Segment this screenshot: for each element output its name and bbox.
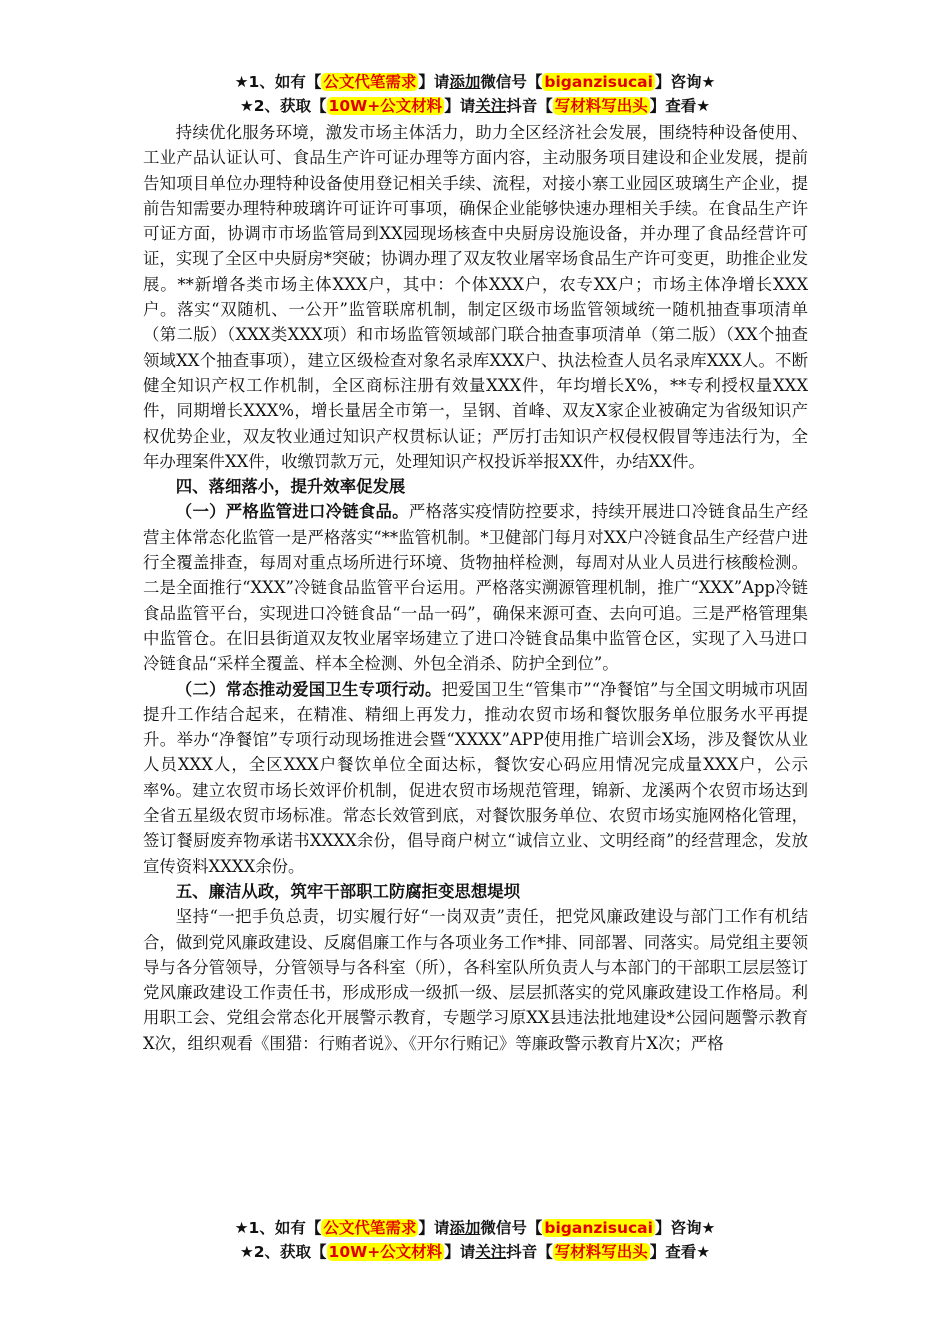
banner-line-2 xyxy=(0,94,950,118)
highlight-douyin-id: 写材料写出头 xyxy=(554,1243,648,1261)
banner-underlined: 关注 xyxy=(475,97,507,115)
top-banner xyxy=(0,70,950,118)
highlight-service: 公文代笔需求 xyxy=(323,1219,417,1237)
banner-line-1 xyxy=(0,70,950,94)
highlight-materials: 10W+公文材料 xyxy=(328,97,443,115)
subheading-hygiene: （二）常态推动爱国卫生专项行动。 xyxy=(175,679,442,699)
banner-text: 】查看★ xyxy=(649,1243,711,1261)
banner-text: 】请 xyxy=(444,1243,476,1261)
highlight-wechat-id: biganzisucai xyxy=(544,73,653,91)
banner-underlined: 添加 xyxy=(449,1219,481,1237)
bottom-banner xyxy=(0,1216,950,1264)
banner-text: 】咨询★ xyxy=(654,73,716,91)
banner-text: 】查看★ xyxy=(649,97,711,115)
banner-text: ★1、如有【 xyxy=(234,73,322,91)
banner-line-2 xyxy=(0,1240,950,1264)
banner-text: 微信号【 xyxy=(480,73,543,91)
section-heading-5: 五、廉洁从政，筑牢干部职工防腐拒变思想堤坝 xyxy=(175,881,520,901)
paragraph-cold-chain xyxy=(143,499,808,676)
banner-text: ★1、如有【 xyxy=(234,1219,322,1237)
highlight-service: 公文代笔需求 xyxy=(323,73,417,91)
paragraph-service-environment: 持续优化服务环境，激发市场主体活力，助力全区经济社会发展，围绕特种设备使用、工业产品认证认可、食品生产许可证办理等方面内容，主动服务项目建设和企业发展，提前告知项目单位办理特种设备使用登记相关手续、流程，对接小寨工业园区玻璃生产企业，提前告知需要办理特种玻璃许可证许可事项，确保企业能够快速办理相关手续。在食品生产许可证方面，协调市市场监管局到XX园现场核查中央厨房设施设备，并办理了食品经营许可证，实现了全区中央厨房*突破；协调办理了双友牧业屠宰场食品生产许可变更，助推企业发展。**新增各类市场主体XXX户，其中：个体XXX户，农专XX户；市场主体净增长XXX户。落实“双随机、一公开”监管联席机制，制定区级市场监管领域统一随机抽查事项清单（第二版）（XXX类XXX项）和市场监管领域部门联合抽查事项清单（第二版）（XX个抽查领域XX个抽查事项），建立区级检查对象名录库XXX户、执法检查人员名录库XXX人。不断健全知识产权工作机制，全区商标注册有效量XXX件，年均增长X%，**专利授权量XXX件，同期增长XXX%，增长量居全市第一，呈钢、首峰、双友X家企业被确定为省级知识产权优势企业，双友牧业通过知识产权贯标认证；严厉打击知识产权侵权假冒等违法行为，全年办理案件XX件，收缴罚款万元，处理知识产权投诉举报XX件，办结XX件。 xyxy=(143,123,808,471)
highlight-materials: 10W+公文材料 xyxy=(328,1243,443,1261)
paragraph-integrity: 坚持“一把手负总责，切实履行好“一岗双责”责任，把党风廉政建设与部门工作有机结合，做到党风廉政建设、反腐倡廉工作与各项业务工作*排、同部署、同落实。局党组主要领导与各分管领导，分管领导与各科室（所），各科室队所负责人与本部门的干部职工层层签订党风廉政建设工作责任书，形成形成一级抓一级、层层抓落实的党风廉政建设工作格局。利用职工会、党组会常态化开展警示教育，专题学习原XX县违法批地建设*公园问题警示教育X次，组织观看《围猎：行贿者说》、《开尔行贿记》等廉政警示教育片X次；严格 xyxy=(143,907,808,1053)
banner-text: 】请 xyxy=(418,1219,450,1237)
document-body xyxy=(143,120,808,1056)
banner-text: 】咨询★ xyxy=(654,1219,716,1237)
banner-underlined: 关注 xyxy=(475,1243,507,1261)
banner-text: ★2、获取【 xyxy=(239,97,327,115)
banner-text: 抖音【 xyxy=(506,1243,553,1261)
paragraph-hygiene-body: 把爱国卫生“管集市”“净餐馆”与全国文明城市巩固提升工作结合起来，在精准、精细上再发力，推动农贸市场和餐饮服务单位服务水平再提升。举办“净餐馆”专项行动现场推进会暨“XXXX”APP使用推广培训会X场，涉及餐饮从业人员XXX人，全区XXX户餐饮单位全面达标，餐饮安心码应用情况完成量XXX户，公示率%。建立农贸市场长效评价机制，促进农贸市场规范管理，锦新、龙溪两个农贸市场达到全省五星级农贸市场标准。常态长效管到底，对餐饮服务单位、农贸市场实施网格化管理，签订餐厨废弃物承诺书XXXX余份，倡导商户树立“诚信立业、文明经商”的经营理念，发放宣传资料XXXX余份。 xyxy=(143,679,808,876)
banner-text: 】请 xyxy=(418,73,450,91)
banner-text: 】请 xyxy=(444,97,476,115)
paragraph-cold-chain-body: 严格落实疫情防控要求，持续开展进口冷链食品生产经营主体常态化监管一是严格落实“**监管机制。*卫健部门每月对XX户冷链食品生产经营户进行全覆盖排查，每周对重点场所进行环境、货物抽样检测，每周对从业人员进行核酸检测。二是全面推行“XXX”冷链食品监管平台运用。严格落实溯源管理机制，推广“XXX”App冷链食品监管平台，实现进口冷链食品“一品一码”，确保来源可查、去向可追。三是严格管理集中监管仓。在旧县街道双友牧业屠宰场建立了进口冷链食品集中监管仓区，实现了入马进口冷链食品“采样全覆盖、样本全检测、外包全消杀、防护全到位”。 xyxy=(143,502,809,674)
banner-text: 微信号【 xyxy=(480,1219,543,1237)
highlight-douyin-id: 写材料写出头 xyxy=(554,97,648,115)
banner-underlined: 添加 xyxy=(449,73,481,91)
subheading-cold-chain: （一）严格监管进口冷链食品。 xyxy=(175,502,409,522)
banner-text: 抖音【 xyxy=(506,97,553,115)
highlight-wechat-id: biganzisucai xyxy=(544,1219,653,1237)
paragraph-hygiene xyxy=(143,677,808,879)
banner-text: ★2、获取【 xyxy=(239,1243,327,1261)
banner-line-1 xyxy=(0,1216,950,1240)
section-heading-4: 四、落细落小，提升效率促发展 xyxy=(175,477,406,497)
